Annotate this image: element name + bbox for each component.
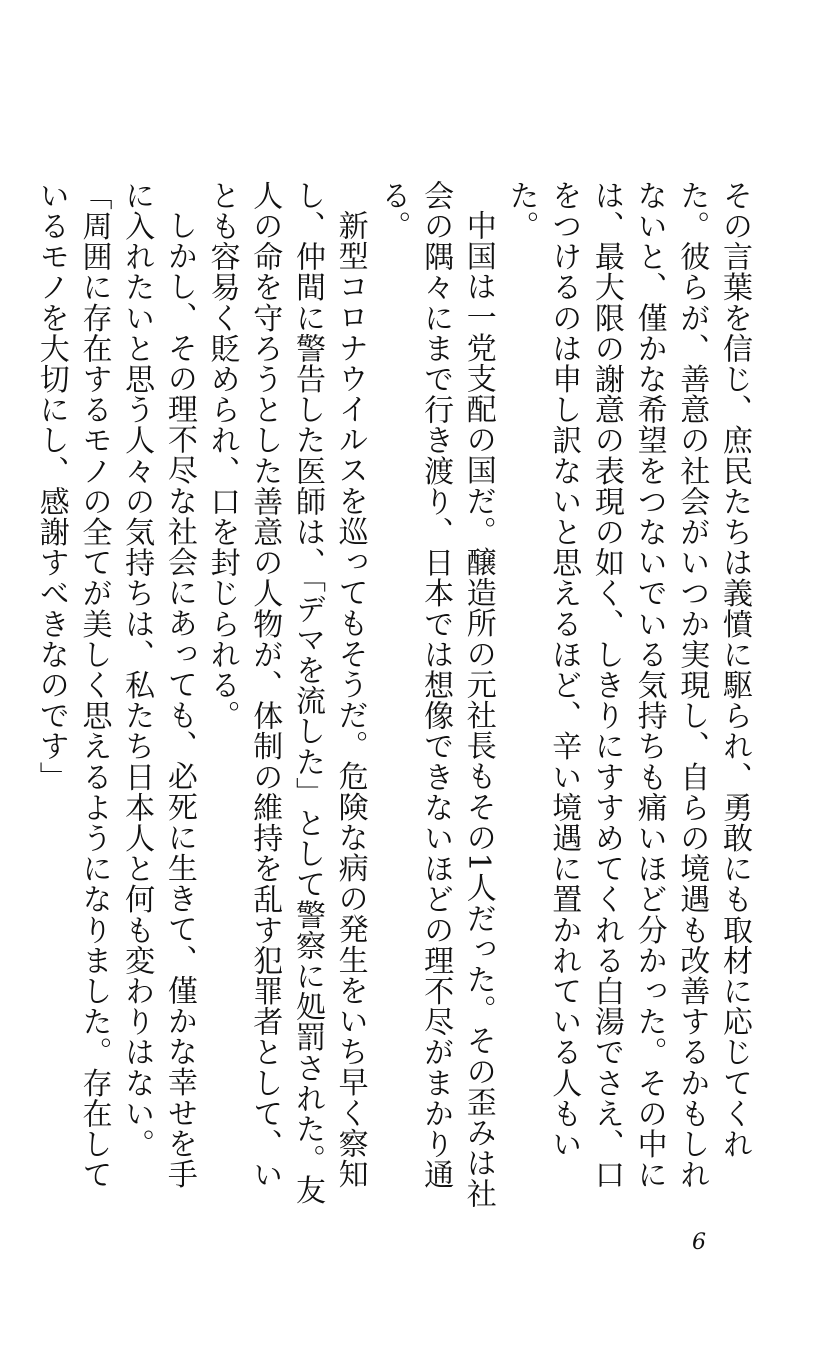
vertical-text-body — [29, 180, 755, 1210]
paragraph-quote: 「周囲に存在するモノの全てが美しく思えるようになりました。存在しているモノを大切にし、感謝すべきなのです」 — [33, 180, 112, 1190]
paragraph-1: その言葉を信じ、庶民たちは義憤に駆られ、勇敢にも取材に応じてくれた。彼らが、善意の社会がいつか実現し、自らの境遇も改善するかもしれないと、僅かな希望をつないでいる気持ちも痛いほど分かった。その中には、最大限の謝意の表現の如く、しきりにすすめてくれる白湯でさえ、口をつけるのは申し訳ないと思えるほど、辛い境遇に置かれている人もいた。 — [503, 180, 752, 1190]
page-number: 6 — [692, 1230, 706, 1255]
paragraph-3: 新型コロナウイルスを巡ってもそうだ。危険な病の発生をいち早く察知し、仲間に警告した医師は、「デマを流した」として警察に処罰された。友人の命を守ろうとした善意の人物が、体制の維持を乱す犯罪者として、いとも容易く貶められ、口を封じられる。 — [204, 180, 368, 1206]
paragraph-4: しかし、その理不尽な社会にあっても、必死に生きて、僅かな幸せを手に入れたいと思う人々の気持ちは、私たち日本人と何も変わりはない。 — [119, 180, 197, 1190]
paragraph-2: 中国は一党支配の国だ。醸造所の元社長もその1人だった。その歪みは社会の隅々にまで行き渡り、日本では想像できないほどの理不尽がまかり通る。 — [375, 180, 496, 1209]
